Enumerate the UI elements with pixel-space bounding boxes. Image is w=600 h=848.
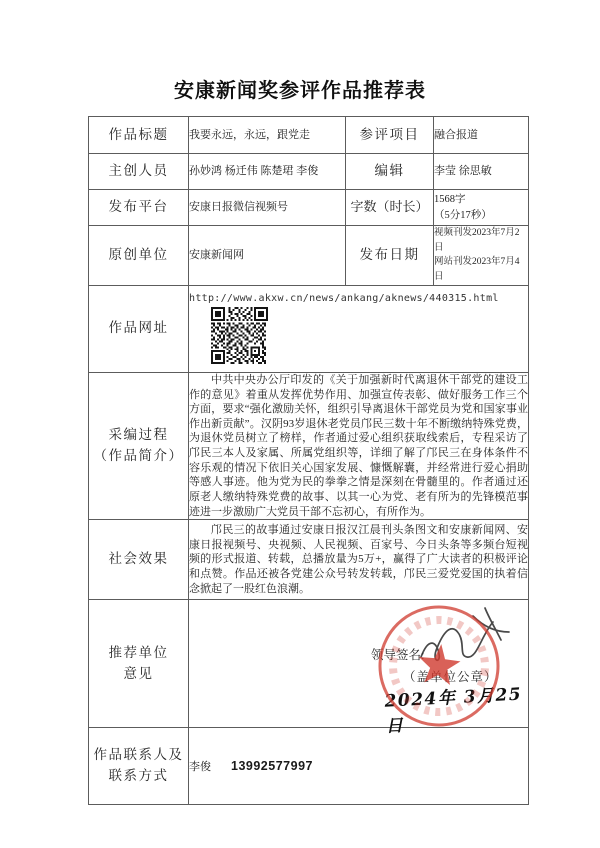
field-label-work-url: 作品网址 (89, 285, 189, 372)
length-line1: 1568字 (434, 194, 466, 206)
field-label-publish-date: 发布日期 (346, 226, 434, 286)
row-contact (89, 728, 529, 805)
platform-value: 安康日报微信视频号 (189, 190, 346, 226)
recommendation-cell (189, 600, 529, 737)
social-effect-text: 邝民三的故事通过安康日报汉江晨刊头条图文和安康新闻网、安康日报视频号、央视频、人民视频、百家号、今日头条等多频台短视频的形式报道、转载，总播放量为5万+，赢得了广大读者的积极评论和点赞。作品还被各党建公众号转发转载，邝民三爱党爱国的执着信念掀起了一股红色浪潮。 (189, 524, 528, 595)
process-text: 中共中央办公厅印发的《关于加强新时代离退休干部党的建设工作的意见》着重从发挥优势作用、加强宣传表彰、做好服务工作三个方面，要求“强化激励关怀，组织引导离退休干部党员为党和国家事业作出新贡献”。汉阴93岁退休老党员邝民三数十年不断缴纳特殊党费，为退休党员树立了榜样，作者通过爱心组织获取线索后，专程采访了邝民三本人及家属、所属党组织等，详细了解了邝民三在身体条件不容乐观的情况下依旧关心国家发展、慷慨解囊，并经常进行爱心捐助等感人事迹。他为党为民的拳拳之情是深刻在骨髓里的。作者通过还原老人缴纳特殊党费的故事、以其一心为党、老有所为的先锋模范事迹进一步激励广大党员干部不忘初心，有所作为。 (189, 373, 528, 518)
social-effect-cell (189, 520, 529, 600)
page-title: 安康新闻奖参评作品推荐表 (174, 80, 426, 102)
publish-date-line1: 视频刊发2023年7月2日 (434, 228, 520, 253)
field-label-entry-category: 参评项目 (346, 117, 434, 154)
contact-label-line2: 联系方式 (108, 768, 169, 784)
row-creators (89, 154, 529, 190)
row-process (89, 372, 529, 519)
row-work-title (89, 117, 529, 154)
row-recommendation (89, 600, 529, 728)
recommendation-label-line2: 意见 (123, 665, 154, 681)
length-line2: （5分17秒） (434, 209, 492, 221)
field-label-length: 字数（时长） (346, 190, 434, 226)
recommendation-form-table (88, 116, 529, 805)
publish-date-line2: 网站刊发2023年7月4日 (434, 257, 520, 283)
field-label-platform: 发布平台 (89, 190, 189, 226)
publish-date-value (434, 226, 529, 286)
work-url-cell (189, 285, 529, 372)
contact-name: 李俊 (189, 761, 211, 774)
field-label-recommendation (89, 600, 189, 728)
qr-code (211, 307, 268, 364)
field-label-work-title: 作品标题 (89, 117, 189, 154)
process-label-line1: 采编过程 (108, 427, 169, 443)
creators-value: 孙妙鸿 杨迁伟 陈楚珺 李俊 (189, 154, 346, 190)
length-value (434, 190, 529, 226)
seal-note: （盖单位公章） (403, 670, 498, 685)
entry-category-value: 融合报道 (434, 117, 529, 154)
signature-label: 领导签名: (371, 648, 425, 663)
field-label-process (89, 372, 189, 519)
handwritten-date: 2024年 3月25日 (384, 684, 523, 737)
contact-cell (189, 728, 529, 805)
field-label-social-effect: 社会效果 (89, 520, 189, 600)
process-label-line2: （作品简介） (93, 448, 184, 463)
field-label-creators: 主创人员 (89, 154, 189, 190)
process-cell (189, 372, 529, 519)
field-label-editors: 编辑 (346, 154, 434, 190)
row-social-effect (89, 520, 529, 600)
recommendation-label-line1: 推荐单位 (108, 644, 169, 660)
work-url-text: http://www.akxw.cn/news/ankang/aknews/440315.html (189, 293, 499, 305)
seal-star (416, 642, 462, 686)
official-seal-stamp (367, 594, 510, 739)
editors-value: 李莹 徐思敏 (434, 154, 529, 190)
row-original-unit (89, 226, 529, 286)
original-unit-value: 安康新闻网 (189, 226, 346, 286)
field-label-contact (89, 728, 189, 805)
row-work-url (89, 285, 529, 372)
contact-phone: 13992577997 (231, 759, 313, 774)
field-label-original-unit: 原创单位 (89, 226, 189, 286)
work-title-value: 我要永远，永远，跟党走 (189, 117, 346, 154)
contact-label-line1: 作品联系人及 (93, 747, 184, 763)
row-platform (89, 190, 529, 226)
